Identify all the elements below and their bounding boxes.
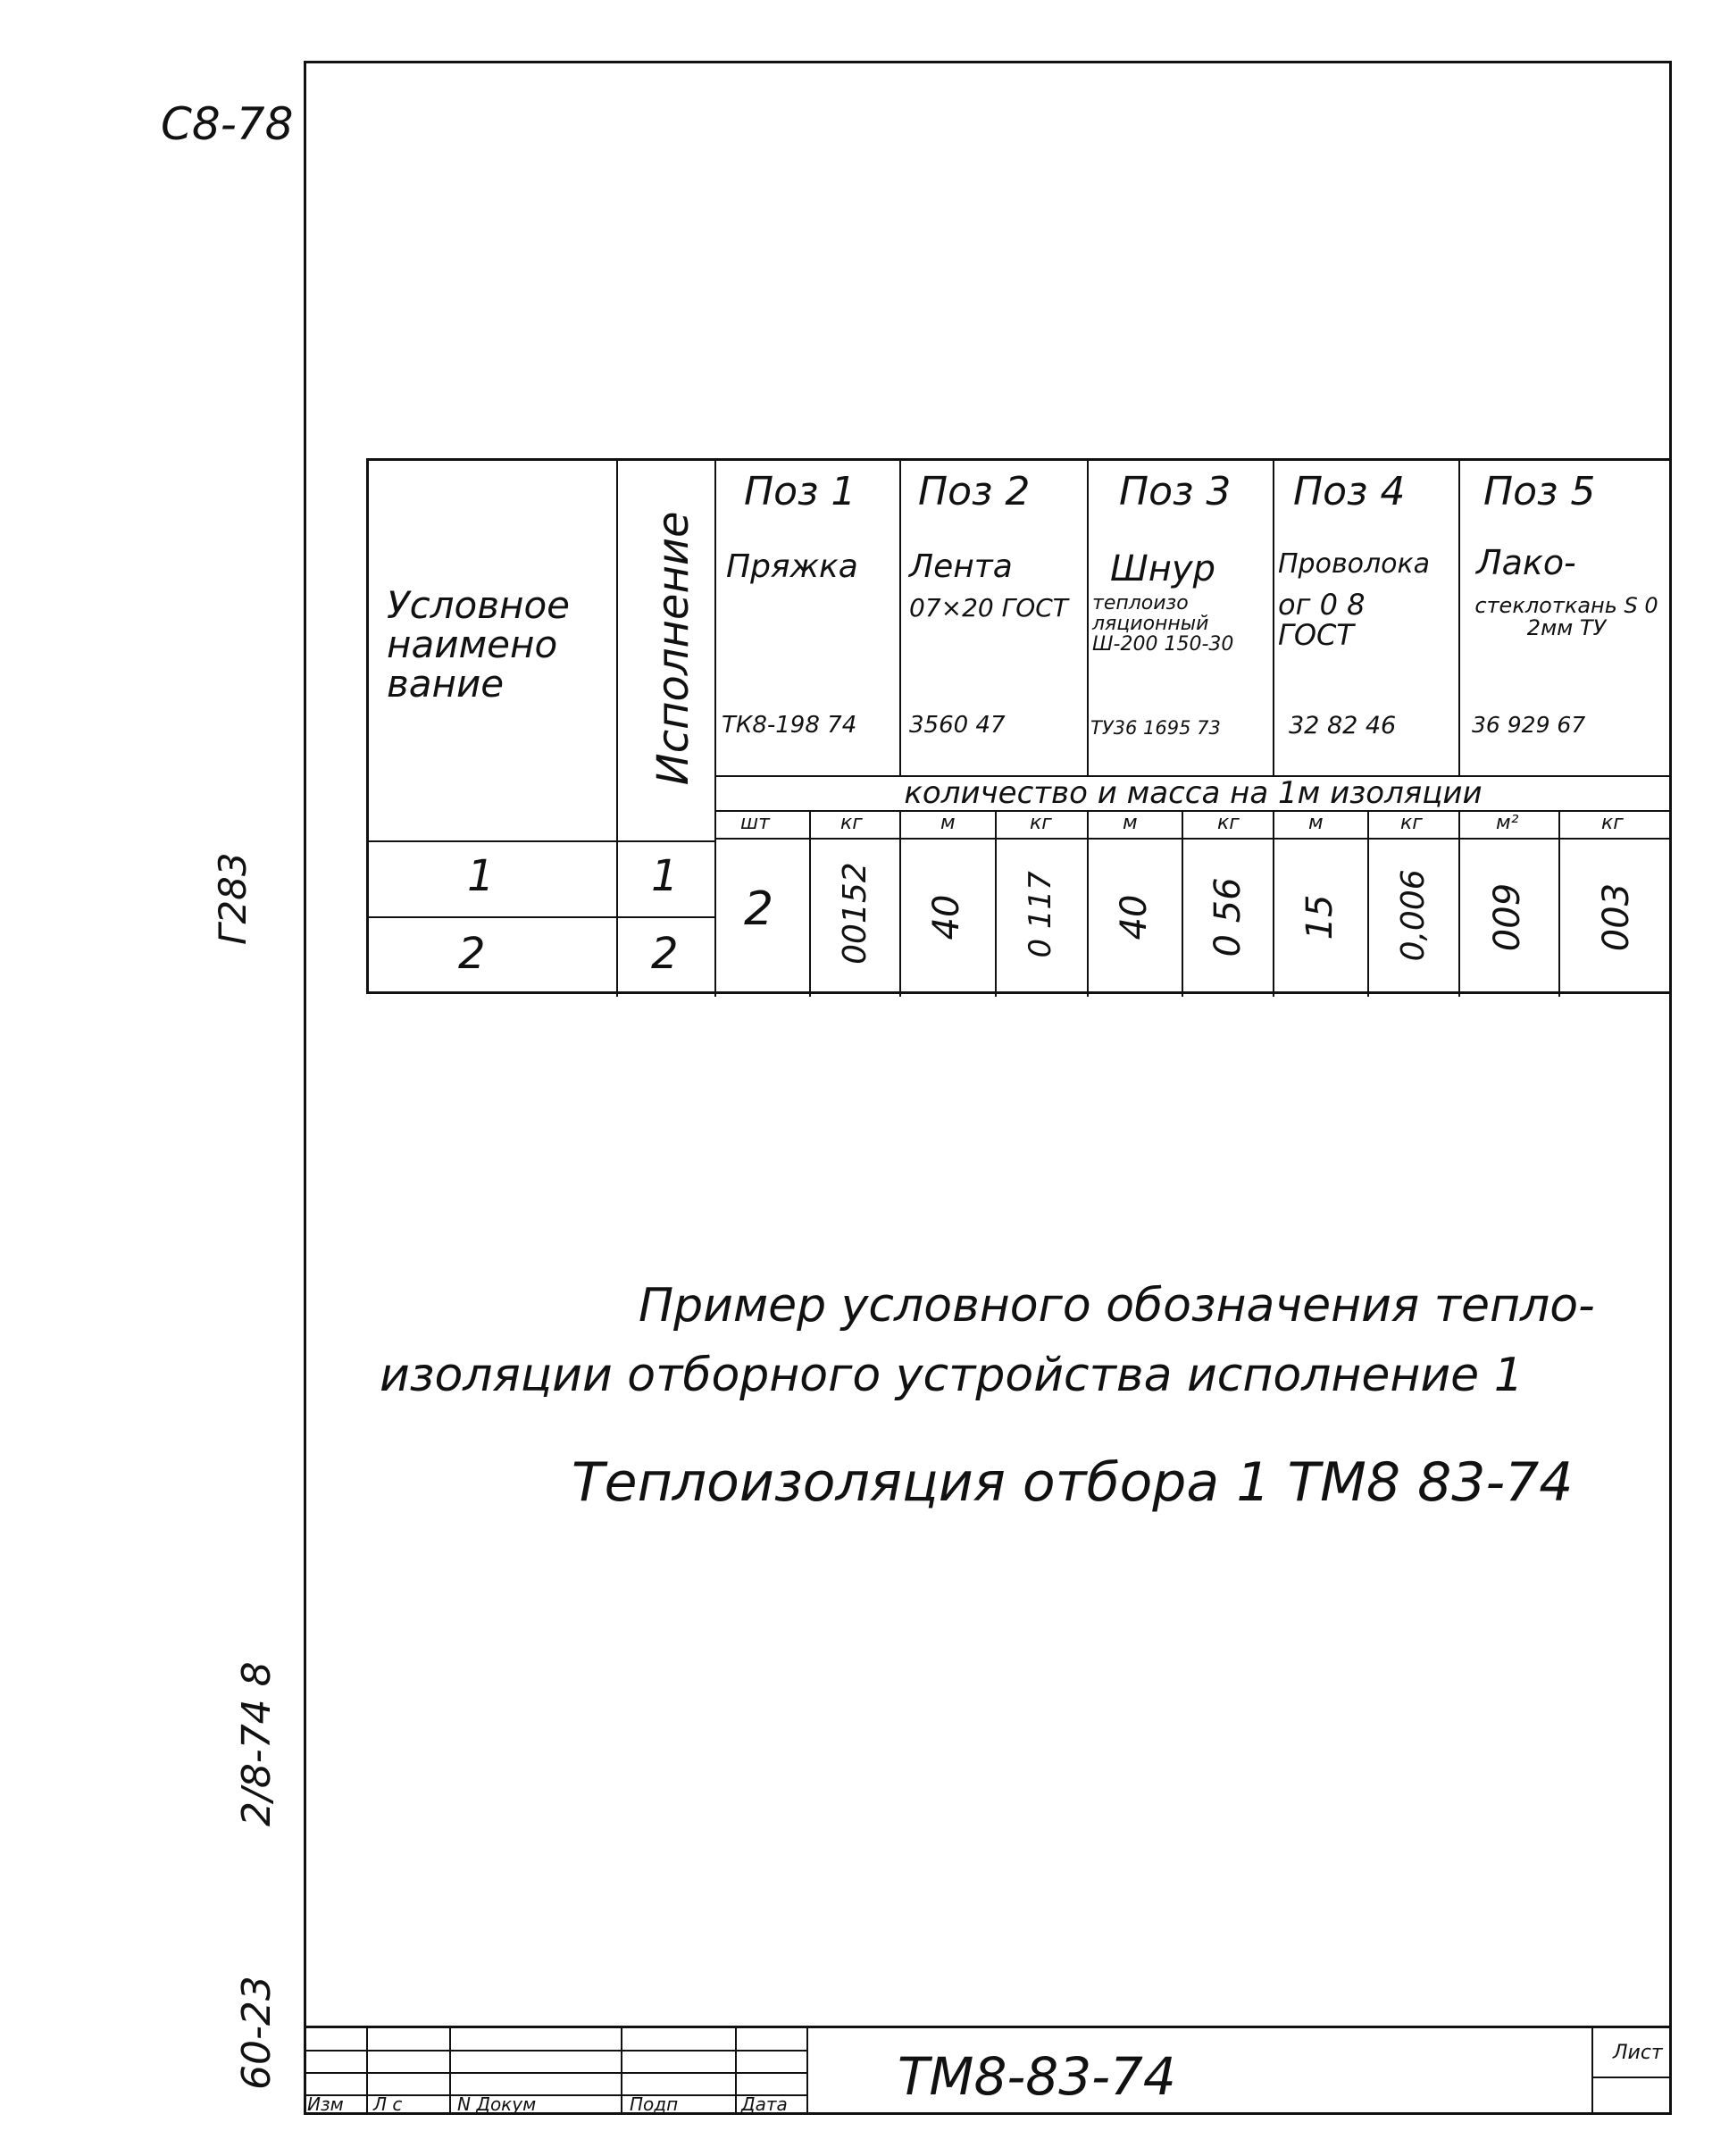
- pos-name: Лако-: [1476, 543, 1576, 582]
- pos-spec: 07×20 ГОСТ: [909, 593, 1068, 623]
- example-designation: Теплоизоляция отбора 1 ТМ8 83-74: [572, 1451, 1574, 1514]
- pos-name: Лента: [909, 548, 1013, 585]
- value-cell: 0 117: [1023, 871, 1059, 958]
- value-cell: 00152: [837, 862, 874, 965]
- row-name-1: 1: [467, 851, 495, 901]
- value-cell: 15: [1299, 894, 1341, 940]
- value-cell: 0,006: [1395, 869, 1432, 962]
- side-bottom: 60-23: [234, 1976, 280, 2090]
- side-code: Г283: [211, 852, 255, 945]
- pos-std: 36 929 67: [1472, 712, 1586, 738]
- pos-label: Поз 4: [1293, 469, 1406, 514]
- unit-label: кг: [1400, 812, 1423, 834]
- pos-std: ТК8-198 74: [722, 712, 857, 739]
- col-label-sign: Подп: [630, 2093, 679, 2115]
- side-stamp: 2/8-74 8: [234, 1661, 280, 1826]
- unit-label: м²: [1496, 812, 1519, 834]
- header-name: Условное наимено вание: [387, 583, 570, 706]
- value-cell: 0 56: [1207, 877, 1249, 957]
- corner-mark: C8-78: [161, 98, 294, 150]
- unit-label: м: [1123, 812, 1138, 834]
- unit-label: кг: [1601, 812, 1624, 834]
- pos-label: Поз 5: [1483, 469, 1596, 514]
- pos-spec: ог 0 8 ГОСТ: [1278, 588, 1366, 652]
- pos-std: 32 82 46: [1289, 712, 1397, 740]
- pos-std: 3560 47: [909, 712, 1006, 739]
- unit-label: м: [1308, 812, 1324, 834]
- pos-std: ТУ36 1695 73: [1090, 717, 1221, 739]
- doc-code: ТМ8-83-74: [898, 2046, 1176, 2107]
- row-variant-2: 2: [651, 929, 679, 979]
- pos-label: Поз 1: [744, 469, 856, 514]
- col-label-izm: Изм: [307, 2093, 344, 2115]
- unit-label: кг: [1030, 812, 1052, 834]
- title-block: [304, 2026, 1672, 2115]
- col-label-ls: Л с: [373, 2093, 403, 2115]
- pos-spec: стеклоткань S 0 2мм ТУ: [1474, 593, 1658, 641]
- drawing-frame: [304, 61, 1672, 2115]
- header-variant: Исполнение: [647, 511, 698, 786]
- value-cell: 003: [1596, 882, 1637, 952]
- row-variant-1: 1: [651, 851, 679, 901]
- pos-label: Поз 3: [1119, 469, 1232, 514]
- row-name-2: 2: [458, 929, 486, 979]
- pos-name: Пряжка: [726, 548, 858, 585]
- unit-label: кг: [840, 812, 863, 834]
- pos-name: Проволока: [1278, 548, 1431, 580]
- col-label-date: Дата: [741, 2093, 788, 2115]
- pos-spec: теплоизо ляционный Ш-200 150-30: [1092, 592, 1234, 656]
- value-cell: 009: [1487, 882, 1528, 952]
- example-line-1: Пример условного обозначения тепло-: [639, 1279, 1595, 1333]
- example-line-2: изоляции отборного устройства исполнение 1: [380, 1349, 1524, 1402]
- value-cell: 2: [744, 882, 774, 936]
- unit-label: м: [940, 812, 956, 834]
- spec-table: [366, 458, 1672, 994]
- unit-label: кг: [1217, 812, 1240, 834]
- qty-header: количество и масса на 1м изоляции: [904, 775, 1483, 811]
- pos-name: Шнур: [1110, 548, 1215, 589]
- value-cell: 40: [926, 894, 967, 940]
- unit-label: шт: [740, 812, 770, 834]
- pos-label: Поз 2: [918, 469, 1031, 514]
- col-label-doc: N Докум: [457, 2093, 537, 2115]
- sheet-label: Лист: [1613, 2042, 1663, 2064]
- value-cell: 40: [1114, 894, 1155, 940]
